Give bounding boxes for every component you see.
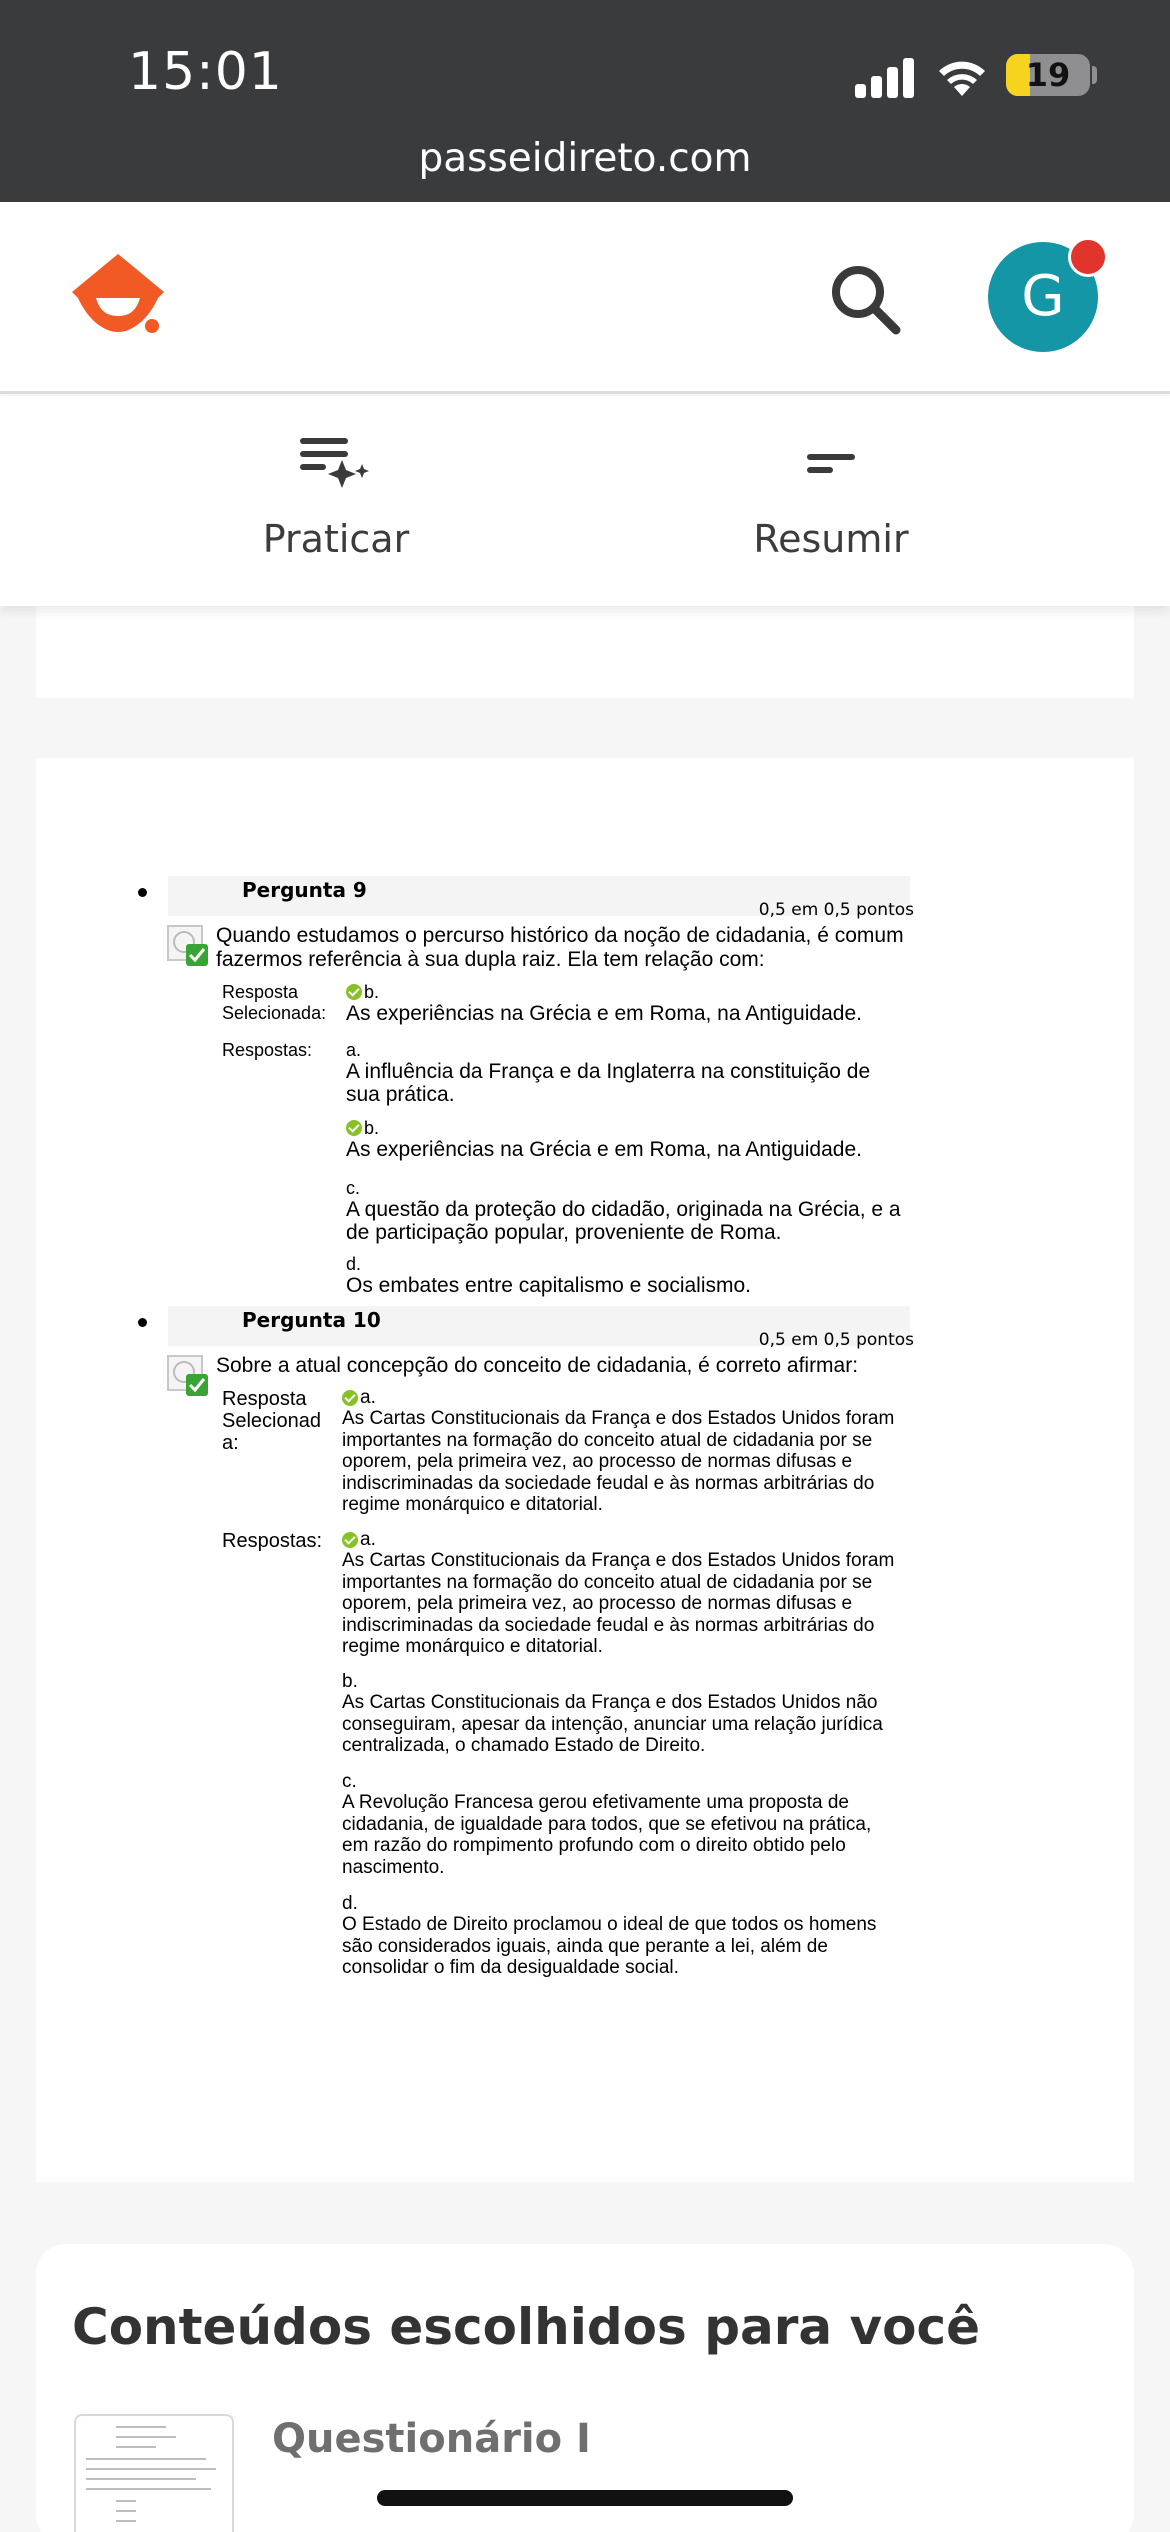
answer-option [342,1530,902,1658]
answer-text: Os embates entre capitalismo e socialismo. [346,1274,751,1297]
status-time: 15:01 [128,42,283,102]
correct-answer-icon [166,1354,210,1398]
list-bullet [138,1318,147,1327]
answers-label: Respostas: [222,1040,313,1060]
answers-label: Respostas: [222,1530,323,1552]
answer-letter: a. [360,1387,376,1408]
answer-letter: d. [346,1254,362,1274]
correct-answer-icon [166,924,210,968]
wifi-icon [936,56,988,96]
document-page [36,758,1134,2182]
answer-text: As experiências na Grécia e em Roma, na Antiguidade. [346,1002,862,1025]
notification-badge [1068,237,1108,277]
resumir-button[interactable] [681,434,981,561]
selected-answer [346,982,906,1025]
answer-letter: a. [346,1040,362,1060]
answer-option [342,1772,902,1878]
resumir-label: Resumir [753,517,909,561]
answer-option [346,1040,906,1106]
selected-answer-label: Resposta Selecionada: [222,982,327,1023]
answer-letter: b. [364,982,380,1002]
answer-text: A questão da proteção do cidadão, originada na Grécia, e a de participação popular, proveniente de Roma. [346,1198,901,1244]
app-header [0,202,1170,394]
practice-sparkle-icon [298,434,374,496]
question-text: Quando estudamos o percurso histórico da noção de cidadania, é comum fazermos referência à sua dupla raiz. Ela tem relação com: [216,924,904,971]
check-icon [346,1120,362,1136]
answer-letter: b. [342,1671,358,1692]
cellular-signal-icon [855,58,917,98]
answer-text: A Revolução Francesa gerou efetivamente uma proposta de cidadania, de igualdade para todos, que se efetivou na prática, em razão do rompimento profundo com o direito obtido pelo nascimento. [342,1792,872,1878]
battery-icon [1006,54,1090,96]
answer-text: A influência da França e da Inglaterra na constituição de sua prática. [346,1060,871,1106]
praticar-button[interactable] [186,434,486,561]
battery-level: 19 [1025,56,1071,94]
question-title: Pergunta 10 [242,1308,381,1332]
document-page-previous [36,606,1134,698]
selected-answer-label: Resposta Selecionad a: [222,1388,321,1454]
answer-option [346,1178,906,1244]
check-icon [342,1390,358,1406]
answer-letter: b. [364,1118,380,1138]
user-avatar[interactable]: G [988,242,1098,352]
answer-text: As Cartas Constitucionais da França e dos Estados Unidos foram importantes na formação do conceito atual de cidadania por se oporem, pela primeira vez, ao processo de normas difusas e indiscriminadas da sociedade feudal e às normas arbitrárias do regime monárquico e ditatorial. [342,1408,895,1515]
question-title: Pergunta 9 [242,878,367,902]
answer-letter: d. [342,1893,358,1914]
answer-option [346,1118,906,1161]
answer-text: As Cartas Constitucionais da França e dos Estados Unidos foram importantes na formação do conceito atual de cidadania por se oporem, pela primeira vez, ao processo de normas difusas e indiscriminadas da sociedade feudal e às normas arbitrárias do regime monárquico e ditatorial. [342,1550,895,1657]
question-text: Sobre a atual concepção do conceito de cidadania, é correto afirmar: [216,1354,859,1377]
list-bullet [138,888,147,897]
question-points: 0,5 em 0,5 pontos [758,900,914,920]
answer-text: O Estado de Direito proclamou o ideal de que todos os homens são considerados iguais, ainda que perante a lei, além de consolidar o fim da desigualdade social. [342,1914,877,1978]
check-icon [342,1532,358,1548]
answer-option [342,1672,902,1757]
action-bar [0,396,1170,606]
document-thumbnail[interactable] [74,2414,234,2532]
passei-direto-logo-icon[interactable] [70,254,166,340]
selected-answer [342,1388,902,1516]
status-bar [0,0,1170,202]
check-icon [346,984,362,1000]
recommended-item-title[interactable]: Questionário I [272,2416,591,2462]
answer-option [346,1254,906,1297]
answer-text: As experiências na Grécia e em Roma, na Antiguidade. [346,1138,862,1161]
search-icon[interactable] [826,260,906,340]
answer-text: As Cartas Constitucionais da França e dos Estados Unidos não conseguiram, apesar da intenção, anunciar uma relação jurídica centralizada, o chamado Estado de Direito. [342,1692,883,1756]
answer-letter: c. [346,1178,361,1198]
answer-letter: a. [360,1529,376,1550]
recommended-title: Conteúdos escolhidos para você [72,2298,981,2356]
browser-url[interactable]: passeidireto.com [418,136,752,181]
answer-letter: c. [342,1771,357,1792]
battery-tip [1092,66,1097,84]
praticar-label: Praticar [262,517,410,561]
recommended-section [36,2244,1134,2532]
summary-lines-icon [793,434,869,496]
answer-option [342,1894,902,1979]
question-points: 0,5 em 0,5 pontos [758,1330,914,1350]
home-indicator[interactable] [377,2490,793,2506]
